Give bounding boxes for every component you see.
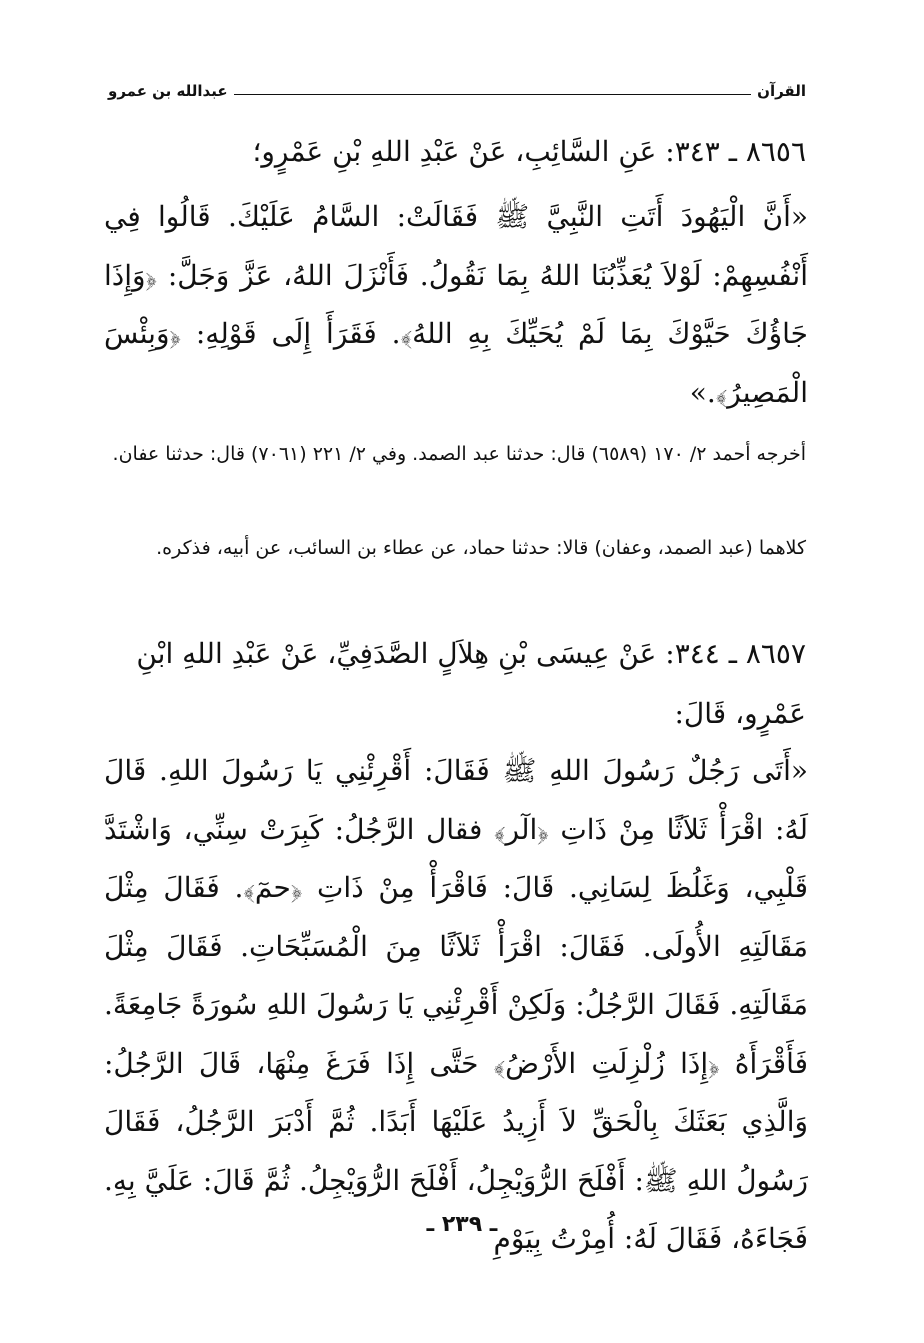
page-number: ـ ٢٣٩ ـ <box>426 1212 498 1237</box>
hadith-8656-heading: ٨٦٥٦ ـ ٣٤٣: عَنِ السَّائِبِ، عَنْ عَبْدِ اللهِ بْنِ عَمْرٍو؛ <box>252 135 806 168</box>
running-head-book-title: القرآن <box>757 82 806 100</box>
running-head <box>108 74 806 100</box>
hadith-8657-heading: ٨٦٥٧ ـ ٣٤٤: عَنْ عِيسَى بْنِ هِلاَلٍ الصَّدَفِيِّ، عَنْ عَبْدِ اللهِ ابْنِ عَمْرٍو، قَالَ: <box>136 637 806 730</box>
hadith-8656-text: «أَنَّ الْيَهُودَ أَتَتِ النَّبِيَّ ﷺ فَقَالَتْ: السَّامُ عَلَيْكَ. قَالُوا فِي أَنْفُسِهِمْ: لَوْلاَ يُعَذِّبُنَا اللهُ بِمَا نَقُولُ. فَأَنْزَلَ اللهُ، عَزَّ وَجَلَّ: ﴿وَإِذَا جَاؤُكَ حَيَّوْكَ بِمَا لَمْ يُحَيِّكَ بِهِ اللهُ﴾. فَقَرَأَ إِلَى قَوْلِهِ: ﴿وَبِئْسَ الْمَصِيرُ﴾.» <box>104 200 808 409</box>
running-head-rule <box>234 94 752 95</box>
takhrij-note-2: كلاهما (عبد الصمد، وعفان) قالا: حدثنا حماد، عن عطاء بن السائب، عن أبيه، فذكره. <box>156 537 806 559</box>
hadith-8657-text: «أَتَى رَجُلٌ رَسُولَ اللهِ ﷺ فَقَالَ: أَقْرِئْنِي يَا رَسُولَ اللهِ. قَالَ لَهُ: اقْرَأْ ثَلاَثًا مِنْ ذَاتِ ﴿الٓر﴾ فقال الرَّجُلُ: كَبِرَتْ سِنِّي، وَاشْتَدَّ قَلْبِي، وَغَلُظَ لِسَانِي. قَالَ: فَاقْرَأْ مِنْ ذَاتِ ﴿حمٓ﴾. فَقَالَ مِثْلَ مَقَالَتِهِ الأُولَى. فَقَالَ: اقْرَأْ ثَلاَثًا مِنَ الْمُسَبِّحَاتِ. فَقَالَ مِثْلَ مَقَالَتِهِ. فَقَالَ الرَّجُلُ: وَلَكِنْ أَقْرِئْنِي يَا رَسُولَ اللهِ سُورَةً جَامِعَةً. فَأَقْرَأَهُ ﴿إِذَا زُلْزِلَتِ الأَرْضُ﴾ حَتَّى إِذَا فَرَغَ مِنْهَا، قَالَ الرَّجُلُ: وَالَّذِي بَعَثَكَ بِالْحَقِّ لاَ أَزِيدُ عَلَيْهَا أَبَدًا. ثُمَّ أَدْبَرَ الرَّجُلُ، فَقَالَ رَسُولُ اللهِ ﷺ: أَفْلَحَ الرُّوَيْجِلُ، أَفْلَحَ الرُّوَيْجِلُ. ثُمَّ قَالَ: عَلَيَّ بِهِ. فَجَاءَهُ، فَقَالَ لَهُ: أُمِرْتُ بِيَوْمِ <box>104 754 808 1255</box>
running-head-narrator: عبدالله بن عمرو <box>108 82 228 100</box>
takhrij-note-1: أخرجه أحمد ٢/ ١٧٠ (٦٥٨٩) قال: حدثنا عبد الصمد. وفي ٢/ ٢٢١ (٧٠٦١) قال: حدثنا عفان. <box>112 443 806 465</box>
